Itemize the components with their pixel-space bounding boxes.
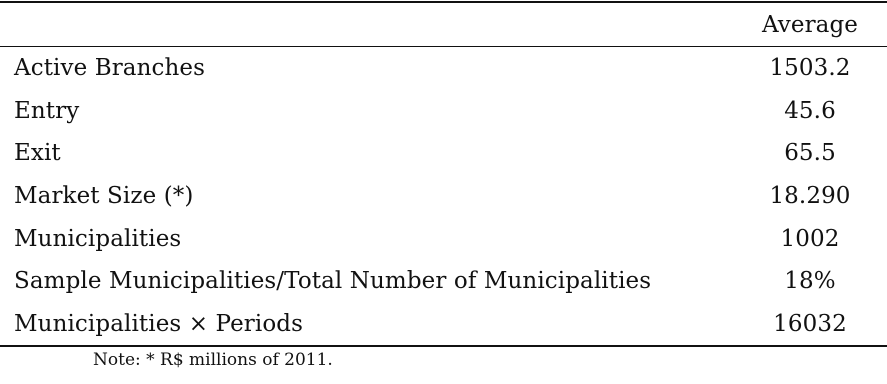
row-value: 1002 (780, 225, 840, 252)
table-bottom-rule (0, 345, 887, 347)
row-label: Municipalities × Periods (14, 310, 304, 337)
row-value: 1503.2 (769, 55, 851, 82)
table-row (0, 175, 887, 218)
table-row (0, 132, 887, 175)
table-row (0, 217, 887, 260)
row-label: Sample Municipalities/Total Number of Municipalities (14, 268, 652, 295)
row-label: Entry (14, 97, 80, 124)
table-row (0, 303, 887, 346)
row-label: Exit (14, 140, 61, 167)
table-row (0, 47, 887, 90)
row-label: Market Size (*) (14, 183, 194, 210)
row-label: Active Branches (14, 55, 206, 82)
row-value: 65.5 (784, 140, 836, 167)
table-header-row (0, 3, 887, 46)
table-row (0, 90, 887, 133)
table-row (0, 260, 887, 303)
table-note: Note: * R$ millions of 2011. (93, 350, 333, 371)
header-average-cell: Average (761, 11, 859, 38)
row-value: 45.6 (784, 97, 836, 124)
row-value: 18.290 (769, 183, 851, 210)
row-value: 16032 (773, 310, 847, 337)
row-value: 18% (784, 268, 836, 295)
row-label: Municipalities (14, 225, 182, 252)
